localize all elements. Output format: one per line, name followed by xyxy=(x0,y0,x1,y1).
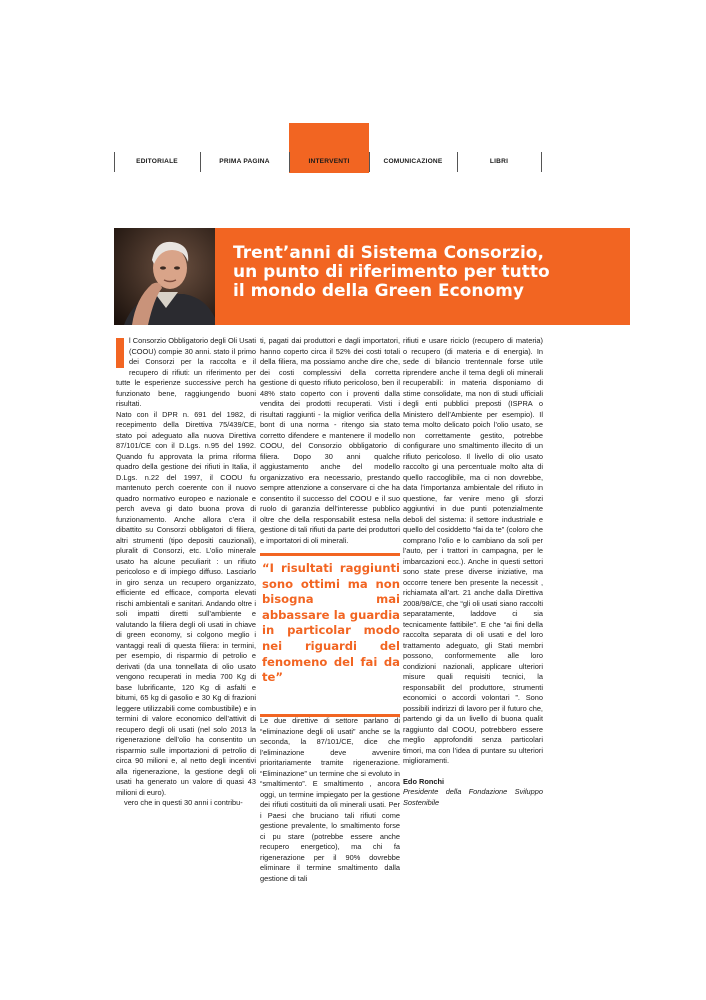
article-title-line: Trent’anni di Sistema Consorzio, xyxy=(233,243,544,263)
article-column-1 xyxy=(116,336,256,809)
quote-text: “I risultati raggiunti sono ottimi ma non bisogna mai abbassare la guardia in particolar modo nei riguardi del fenomeno del fai da te” xyxy=(262,561,400,685)
author-name: Edo Ronchi xyxy=(403,776,445,786)
nav-item-prima-pagina[interactable]: PRIMA PAGINA xyxy=(219,158,270,165)
nav-item-libri[interactable]: LIBRI xyxy=(489,158,509,165)
paragraph: Nato con il DPR n. 691 del 1982, di recepimento della Direttiva 75/439/CE, stato poi adeguato alla nuova Direttiva 87/101/CE con il D.Lgs. n.95 del 1992. Quando fu approvata la prima riforma quadro della gestione dei rifiuti in Italia, il D.Lgs. n.22 del 1997, il COOU fu mantenuto perch coerente con il nuovo quadro normativo europeo e nazionale e perch aveva gi dato buona prova di funzionamento. Anche allora c’era il dibattito su Consorzi obbligatori di filiera, altri strumenti (tipo depositi cauzionali), pluralit di Consorzi, etc. L’olio minerale usato ha alcune peculiarit : un rifiuto pericoloso e di impiego diffuso. Lasciarlo in giro senza un recupero organizzato, efficiente ed efficace, comporta elevati rischi ambientali e sanitari. Andando oltre i soli impatti diretti sull’ambiente e valutando la filiera degli oli usati in chiave di green economy, si colgono meglio i vantaggi reali di questa filiera: in termini, per esempio, di risparmio di petrolio e derivati (da una tonnellata di olio usato vengono recuperati in media 700 Kg di base lubrificante, 120 Kg di asfalti e bitumi, 65 kg di gasolio e 30 Kg di frazioni leggere utilizzabili come combustibile) e in termini di valore economico dell’attivit di recupero degli oli usati (nel solo 2013 la rigenerazione dell’olio ha consentito un risparmio sulle importazioni di petrolio di circa 90 milioni e, al netto degli incentivi alla rigenerazione, la gestione degli oli usati ha generato un valore di quasi 43 milioni di euro). xyxy=(116,409,256,797)
article-column-2-continued xyxy=(260,716,400,884)
article-title xyxy=(233,244,613,301)
paragraph: ti, pagati dai produttori e dagli importatori, hanno coperto circa il 52% dei costi totali della filiera, ma possiamo anche dire che, dei costi complessivi della corretta gestione di questo rifiuto pericoloso, ben il 48% stato coperto con i proventi dalla vendita dei prodotti recuperati. Visti i risultati raggiunti - la miglior verifica della bont di una norma - ritengo sia stato corretto difendere e mantenere il modello COOU, del Consorzio obbligatorio di filiera. Dopo 30 anni qualche aggiustamento anche del modello organizzativo era necessario, prestando sempre attenzione a conservare ci che ha consentito il successo del COOU e il suo ruolo di garanzia dell’interesse pubblico oltre che della responsabilit estesa nella gestione di tali rifiuti da parte dei produttori e importatori di oli minerali. xyxy=(260,336,400,545)
paragraph: Le due direttive di settore parlano di “eliminazione degli oli usati” anche se la seconda, la 87/101/CE, dice che l’eliminazione deve avvenire prioritariamente tramite rigenerazione. “Eliminazione” un termine che si evoluto in “smaltimento”. E smaltimento , ancora oggi, un termine impiegato per la gestione dei rifiuti costituiti da oli minerali usati. Per i Paesi che bruciano tali rifiuti come gestione prevalente, lo smaltimento forse ci pu stare (potrebbe essere anche recupero energetico), ma chi fa rigenerazione per il 90% dovrebbe eliminare il termine smaltimento dalla gestione di tali xyxy=(260,716,400,883)
article-column-3 xyxy=(403,336,543,808)
dropcap-bar xyxy=(116,338,124,368)
paragraph: l Consorzio Obbligatorio degli Oli Usati (COOU) compie 30 anni. stato il primo dei Consorzi per la raccolta e il recupero di rifiuti: un riferimento per tutte le esperienze successive perch ha funzionato bene, raggiungendo buoni risultati. xyxy=(116,336,256,408)
article-column-2 xyxy=(260,336,400,546)
paragraph: rifiuti e usare riciclo (recupero di materia) o recupero (di materia e di energia). In sede di bilancio trentennale forse utile riprendere anche il tema degli oli minerali recuperabili: in materia disponiamo di stime consolidate, ma non di studi ufficiali degli enti pubblici preposti (ISPRA o Ministero dell’Ambiente per esempio). Il tema molto delicato poich l’olio usato, se non correttamente gestito, potrebbe configurare uno smaltimento illecito di un rifiuto pericoloso. Il livello di olio usato raccolto gi una percentuale molto alta di quello raccoglibile, ma ci non dovrebbe, data l’importanza ambientale del rifiuto in questione, far venire meno gli sforzi aggiuntivi in due punti potenzialmente deboli del sistema: il settore industriale e quello del cosiddetto “fai da te” (coloro che comprano l’olio e lo cambiano da soli per l’auto, per i trattori in campagna, per le imbarcazioni ecc.). Anche in questi settori sono state prese diverse iniziative, ma occorre tenere ben presente la necessit , richiamata all’art. 21 anche dalla Direttiva 2008/98/CE, che “gli oli usati siano raccolti separatamente, laddove ci sia tecnicamente fattibile”. E che “ai fini della raccolta separata di oli usati e del loro trattamento adeguato, gli Stati membri possono, conformemente alle loro condizioni nazionali, applicare ulteriori misure quali requisiti tecnici, la responsabilit del produttore, strumenti economici o accordi volontari ”. Sono possibili indirizzi di lavoro per il futuro che, partendo gi da un livello di buona qualit raggiunto dal COOU, potrebbero essere meglio approfonditi senza particolari timori, ma con l’idea di puntare su ulteriori miglioramenti. xyxy=(403,336,543,765)
pull-quote xyxy=(260,553,400,719)
nav-divider xyxy=(541,152,542,172)
article-title-line: il mondo della Green Economy xyxy=(233,281,524,301)
nav-item-interventi[interactable]: INTERVENTI xyxy=(308,158,350,165)
author-role: Presidente della Fondazione Sviluppo Sostenibile xyxy=(403,787,543,807)
quote-rule-top xyxy=(260,553,400,556)
nav-item-editoriale[interactable]: EDITORIALE xyxy=(136,158,178,165)
article-title-line: un punto di riferimento per tutto xyxy=(233,262,550,282)
nav-item-comunicazione[interactable]: COMUNICAZIONE xyxy=(383,158,443,165)
paragraph: vero che in questi 30 anni i contribu- xyxy=(124,798,243,807)
portrait-photo xyxy=(114,228,215,325)
